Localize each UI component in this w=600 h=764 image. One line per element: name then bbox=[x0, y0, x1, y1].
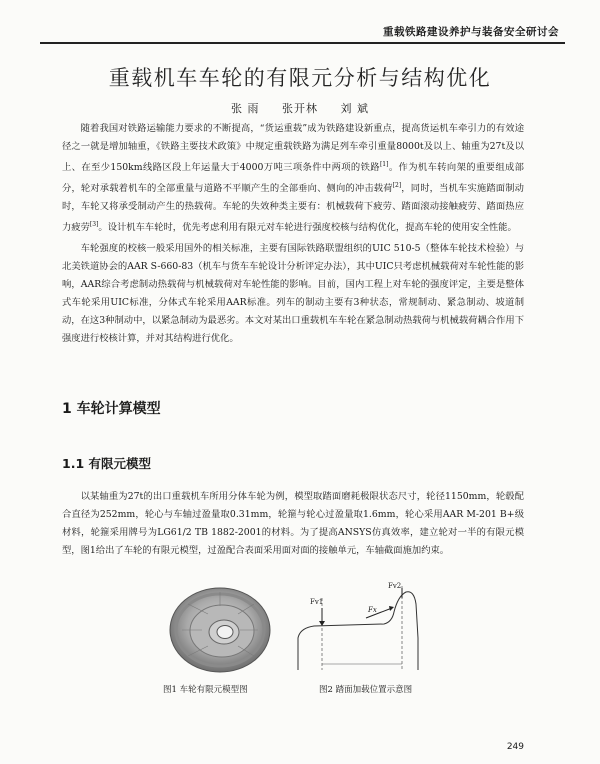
subsection-heading: 1.1 有限元模型 bbox=[62, 456, 151, 471]
tread-loading-figure bbox=[288, 578, 438, 676]
fx-arrowhead bbox=[389, 606, 394, 611]
intro-paragraph-1 bbox=[62, 120, 524, 237]
intro-paragraph-2: 车轮强度的校核一般采用国外的相关标准，主要有国际铁路联盟组织的UIC 510-5（整体车轮技术检验）与北美铁道协会的AAR S-660-83（机车与货车车轮设计分析评定办法），其中UIC只考虑机械载荷对车轮性能的影响，AAR综合考虑制动热载荷与机械载荷对车轮性能的影响。目前，国内工程上对车轮的强度评定，主要是整体式车轮采用UIC标准，分体式车轮采用AAR标准。列车的制动主要有3种状态，常规制动、紧急制动、坡道制动，在这3种制动中，以紧急制动为最恶劣。本文对某出口重载机车车轮在紧急制动热载荷与机械载荷耦合作用下强度进行校核计算，并对其结构进行优化。 bbox=[62, 243, 524, 344]
section-heading: 1 车轮计算模型 bbox=[62, 401, 161, 417]
citation: [3] bbox=[89, 221, 99, 229]
intro-text: 随着我国对铁路运输能力要求的不断提高，“货运重载”成为铁路建设新重点，提高货运机车牵引力的有效途径之一就是增加轴重，《铁路主要技术政策》中规定重载铁路为满足列车牵引重量8000t及以上、轴重为27t及以上、在至少150km线路区段上年运量大于4000万吨三项条件中两项的铁路 bbox=[62, 123, 524, 174]
fv2-label: Fv2 bbox=[388, 582, 402, 590]
section-1-1-paragraph: 以某轴重为27t的出口重载机车所用分体车轮为例，模型取踏面磨耗极限状态尺寸，轮径1150mm，轮毂配合直径为252mm，轮心与车轴过盈量取0.31mm，轮箍与轮心过盈量取1.6mm，轮心采用AAR M-201 B+级材料，轮箍采用牌号为LG61/2 TB 1882-2001的材料。为了提高ANSYS仿真效率，建立轮对一半的有限元模型，图1给出了车轮的有限元模型，过盈配合表面采用面对面的接触单元，车轴截面施加约束。 bbox=[62, 491, 524, 556]
fv1-label: Fv1 bbox=[310, 598, 324, 606]
running-header bbox=[40, 22, 565, 44]
author-list bbox=[0, 100, 600, 116]
running-header-text: 重载铁路建设养护与装备安全研讨会 bbox=[383, 26, 559, 38]
wheel-bore bbox=[217, 626, 233, 639]
figure-2-caption: 图2 踏面加载位置示意图 bbox=[319, 685, 413, 695]
citation: [1] bbox=[379, 161, 389, 168]
author: 张 雨 bbox=[231, 102, 260, 115]
intro-text: ，同时，当机车实施踏面制动时，车轮又将承受制动产生的热载荷。车轮的失效种类主要有：机械载荷下疲劳、踏面滚动接触疲劳、踏面热应力疲劳 bbox=[62, 183, 524, 234]
intro-text: 。设计机车车轮时，优先考虑利用有限元对车轮进行强度校核与结构优化，提高车轮的使用安全性能。 bbox=[98, 222, 517, 234]
author: 刘 斌 bbox=[340, 102, 369, 115]
page-number: 249 bbox=[506, 742, 524, 752]
figure-1-caption: 图1 车轮有限元模型图 bbox=[163, 685, 248, 695]
paper-title: 重载机车车轮的有限元分析与结构优化 bbox=[108, 66, 492, 90]
intro-text: 。作为机车转向架的重要组成部分，轮对承载着机车的全部重量与道路不平顺产生的全部垂向、侧向的冲击载荷 bbox=[62, 162, 524, 195]
fx-label: Fx bbox=[368, 606, 377, 614]
author: 张开林 bbox=[282, 102, 318, 115]
citation: [2] bbox=[392, 182, 402, 190]
wheel-fe-model-figure bbox=[158, 584, 288, 676]
